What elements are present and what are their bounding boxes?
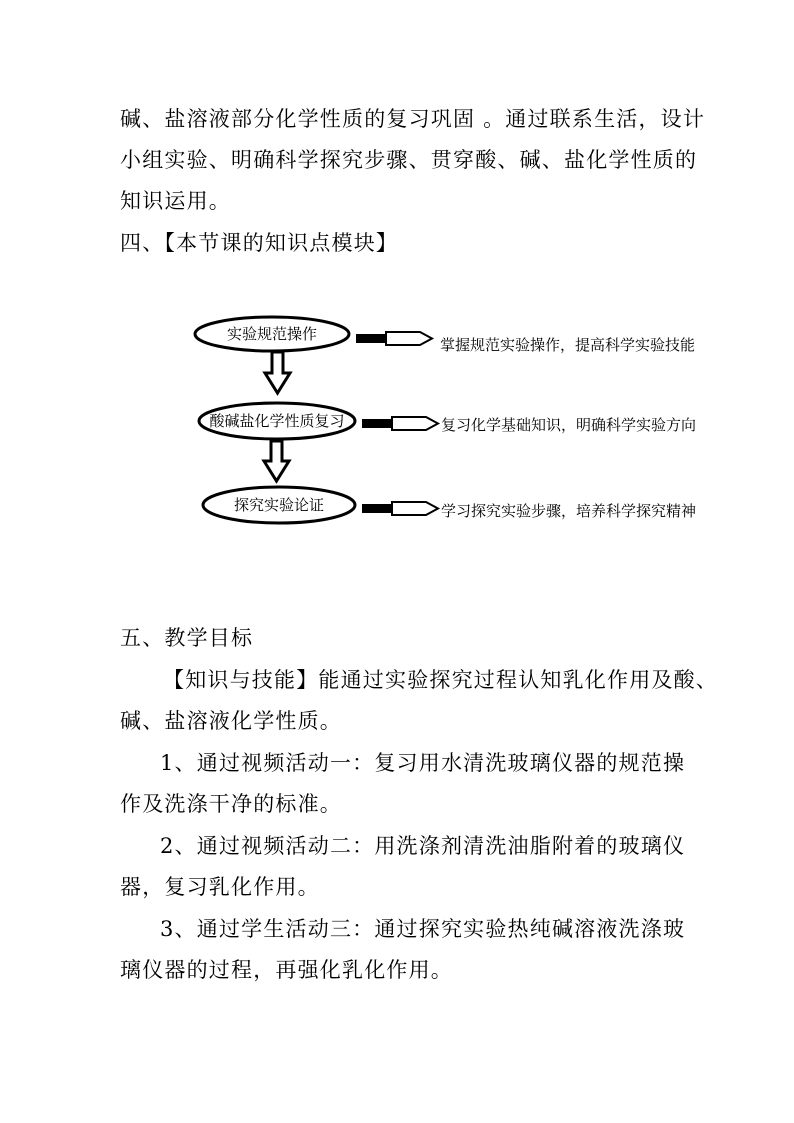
intro-line-2: 小组实验、明确科学探究步骤、贯穿酸、碱、盐化学性质的 [120, 148, 698, 172]
goal-paragraph-line-2: 碱、盐溶液化学性质。 [120, 709, 342, 733]
diagram-arrow-right-1 [356, 332, 432, 345]
diagram-node-3-label: 探究实验论证 [233, 496, 325, 514]
knowledge-module-diagram [0, 0, 794, 560]
intro-line-3: 知识运用。 [120, 189, 231, 213]
diagram-arrow-down-2 [264, 441, 289, 481]
goal-paragraph-line-1: 【知识与技能】能通过实验探究过程认知乳化作用及酸、 [163, 668, 718, 692]
intro-line-1: 碱、盐溶液部分化学性质的复习巩固 。通过联系生活，设计 [120, 107, 706, 131]
diagram-node-2-label: 酸碱盐化学性质复习 [209, 412, 345, 430]
goal-item-1-line-1: 1、通过视频活动一：复习用水清洗玻璃仪器的规范操 [160, 751, 686, 775]
diagram-node-2-description: 复习化学基础知识，明确科学实验方向 [441, 416, 697, 434]
diagram-node-3-description: 学习探究实验步骤，培养科学探究精神 [441, 502, 697, 520]
section-5-heading: 五、教学目标 [120, 626, 254, 650]
diagram-node-1-label: 实验规范操作 [226, 325, 318, 343]
goal-item-3-line-2: 璃仪器的过程，再强化乳化作用。 [120, 958, 453, 982]
goal-item-3-line-1: 3、通过学生活动三：通过探究实验热纯碱溶液洗涤玻 [160, 917, 686, 941]
diagram-node-1-description: 掌握规范实验操作，提高科学实验技能 [440, 336, 696, 354]
diagram-arrow-right-2 [362, 417, 438, 430]
diagram-arrow-right-3 [362, 502, 438, 515]
goal-item-1-line-2: 作及洗涤干净的标准。 [120, 792, 342, 816]
section-4-heading: 四、【本节课的知识点模块】 [120, 231, 399, 255]
diagram-arrow-down-1 [265, 352, 290, 393]
goal-item-2-line-1: 2、通过视频活动二：用洗涤剂清洗油脂附着的玻璃仪 [160, 834, 686, 858]
goal-item-2-line-2: 器，复习乳化作用。 [120, 875, 320, 899]
